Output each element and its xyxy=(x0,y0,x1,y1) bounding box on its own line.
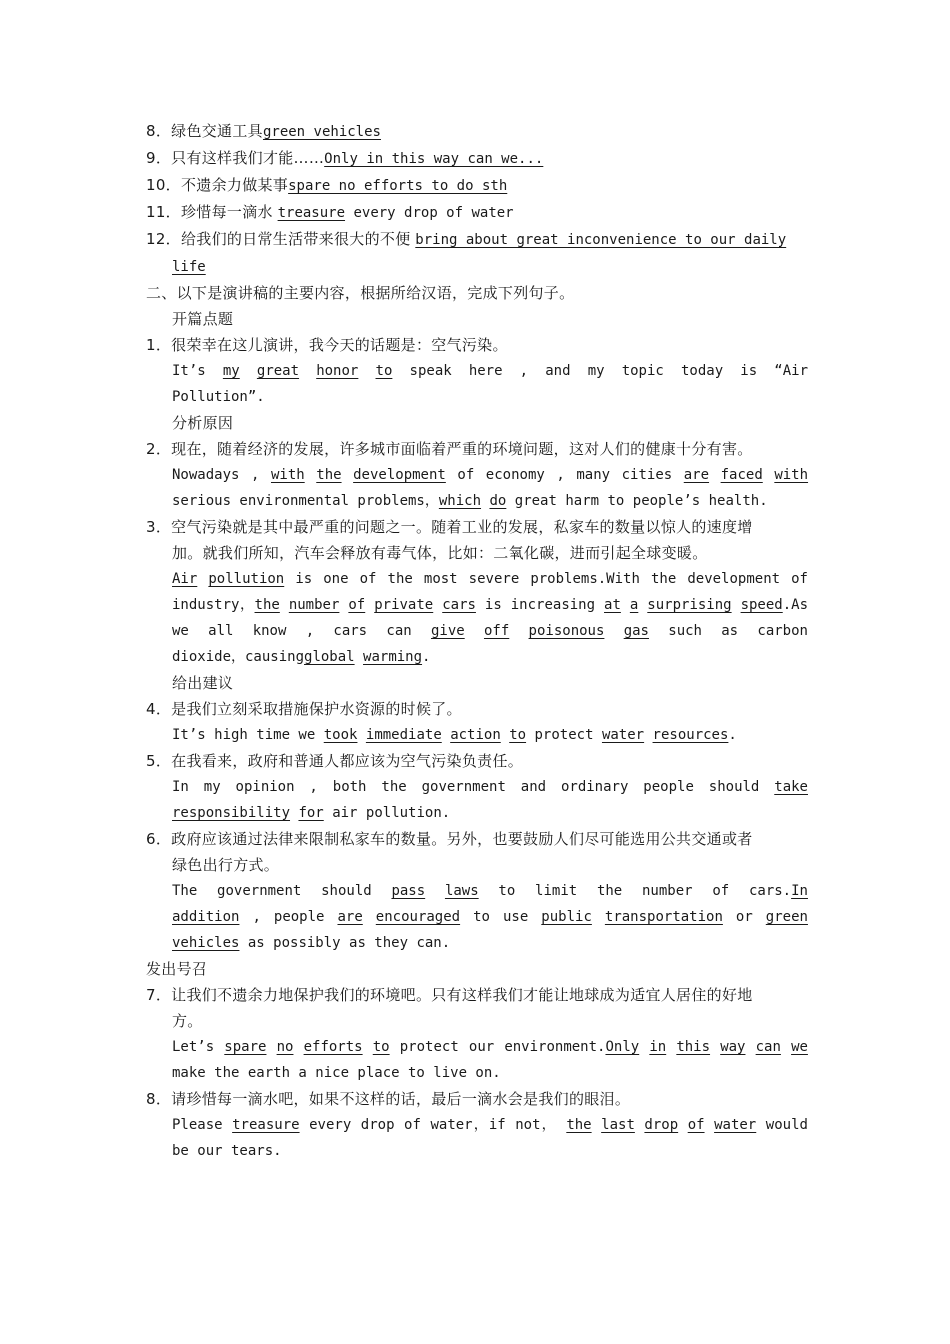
answer-word: efforts xyxy=(303,1039,363,1055)
english-text: or xyxy=(735,909,753,925)
sentence-8-en-line2 xyxy=(146,1138,808,1164)
english-text: serious environmental problems， xyxy=(172,493,439,509)
english-text: , people xyxy=(252,909,325,925)
answer-word: for xyxy=(298,805,324,821)
answer-word: the xyxy=(254,597,280,613)
english-text: of economy , many cities xyxy=(457,467,673,483)
answer-word: Air xyxy=(172,571,198,587)
english-text: Pollution”. xyxy=(172,389,265,405)
sentence-2-cn xyxy=(146,436,808,462)
english-text: to use xyxy=(473,909,529,925)
chinese-text: 政府应该通过法律来限制私家车的数量。另外，也要鼓励人们尽可能选用公共交通或者 xyxy=(171,830,753,848)
item-number: 4． xyxy=(146,700,172,718)
answer-word: do xyxy=(489,493,507,509)
answer-word: the xyxy=(566,1117,592,1133)
chinese-text: 让我们不遗余力地保护我们的环境吧。只有这样我们才能让地球成为适宜人居住的好地 xyxy=(171,986,753,1004)
sentence-6-cn-line2: 绿色出行方式。 xyxy=(172,856,280,874)
answer-word: water xyxy=(714,1117,757,1133)
chinese-text: 绿色交通工具 xyxy=(171,122,263,140)
sentence-3-cn-line1 xyxy=(146,514,808,540)
answer-word: gas xyxy=(623,623,649,639)
sentence-3-cn-line2: 加。就我们所知，汽车会释放有毒气体，比如：二氧化碳，进而引起全球变暖。 xyxy=(172,544,708,562)
subheading-advice: 给出建议 xyxy=(172,674,234,692)
answer-word: way xyxy=(720,1039,746,1055)
answer-word: the xyxy=(316,467,342,483)
item-number: 10． xyxy=(146,176,181,194)
english-answer: life xyxy=(172,259,206,275)
answer-word: drop xyxy=(644,1117,679,1133)
english-text: speak here , and my topic today is “Air xyxy=(409,363,808,379)
answer-word: to xyxy=(375,363,393,379)
answer-word: of xyxy=(687,1117,705,1133)
english-text: every drop of water，if not， xyxy=(309,1117,557,1133)
english-text: It’s high time we xyxy=(172,727,316,743)
answer-word: action xyxy=(450,727,501,743)
answer-word: at xyxy=(604,597,621,613)
sentence-8-en-line1 xyxy=(146,1112,808,1138)
english-text: protect xyxy=(534,727,594,743)
english-text: great harm to people’s health. xyxy=(514,493,768,509)
chinese-text: 不遗余力做某事 xyxy=(181,176,289,194)
answer-word: a xyxy=(629,597,639,613)
answer-word: immediate xyxy=(365,727,442,743)
answer-word: of xyxy=(348,597,366,613)
answer-word: resources xyxy=(652,727,729,743)
vocab-item-12-cont xyxy=(146,253,808,280)
chinese-text: 现在，随着经济的发展，许多城市面临着严重的环境问题，这对人们的健康十分有害。 xyxy=(171,440,753,458)
item-number: 3． xyxy=(146,518,172,536)
sentence-3-en-line3 xyxy=(146,618,808,644)
chinese-text: 请珍惜每一滴水吧，如果不这样的话，最后一滴水会是我们的眼泪。 xyxy=(171,1090,631,1108)
sentence-5-en-line1 xyxy=(146,774,808,800)
answer-word: In xyxy=(791,883,808,899)
english-text: industry， xyxy=(172,597,255,613)
vocab-item-11 xyxy=(146,199,808,226)
english-text: make the earth a nice place to live on. xyxy=(172,1065,501,1081)
chinese-text: 很荣幸在这儿演讲，我今天的话题是：空气污染。 xyxy=(171,336,508,354)
answer-word: this xyxy=(676,1039,711,1055)
answer-word: private xyxy=(374,597,434,613)
item-number: 7． xyxy=(146,986,172,1004)
english-text: . xyxy=(728,727,737,743)
answer-word: took xyxy=(323,727,358,743)
sentence-7-cn-line2: 方。 xyxy=(172,1012,203,1030)
answer-word: in xyxy=(649,1039,667,1055)
answer-word: transportation xyxy=(604,909,723,925)
item-number: 5． xyxy=(146,752,172,770)
chinese-text: 是我们立刻采取措施保护水资源的时候了。 xyxy=(171,700,462,718)
item-number: 2． xyxy=(146,440,172,458)
sentence-5-cn xyxy=(146,748,808,774)
english-answer: Only in this way can we... xyxy=(324,151,544,167)
answer-word: global xyxy=(304,649,355,665)
english-text: dioxide，causing xyxy=(172,649,305,665)
english-text: .As xyxy=(782,597,809,613)
english-text: as possibly as they can. xyxy=(247,935,451,951)
answer-word: are xyxy=(337,909,363,925)
sentence-2-en-line2 xyxy=(146,488,808,514)
english-text: protect our environment. xyxy=(399,1039,606,1055)
vocab-item-12 xyxy=(146,226,808,253)
english-text: Please xyxy=(172,1117,223,1133)
answer-word: off xyxy=(483,623,510,639)
english-answer: green vehicles xyxy=(262,124,381,140)
answer-word: number xyxy=(288,597,340,613)
chinese-text: 珍惜每一滴水 xyxy=(181,203,273,221)
sentence-8-cn xyxy=(146,1086,808,1112)
answer-word: pass xyxy=(391,883,426,899)
subheading-cause: 分析原因 xyxy=(172,414,234,432)
english-text: Nowadays , xyxy=(172,467,260,483)
subheading-open: 开篇点题 xyxy=(172,310,234,328)
english-text: be our tears. xyxy=(172,1143,282,1159)
sentence-6-cn-line1 xyxy=(146,826,808,852)
answer-word: to xyxy=(509,727,527,743)
answer-word: addition xyxy=(172,909,240,925)
item-number: 8． xyxy=(146,1090,172,1108)
sentence-1-en-line2 xyxy=(146,384,808,410)
english-answer: spare no efforts to do sth xyxy=(288,178,508,194)
answer-word: faced xyxy=(720,467,763,483)
answer-word: green xyxy=(765,909,808,925)
answer-word: which xyxy=(438,493,482,509)
answer-word: no xyxy=(276,1039,294,1055)
english-answer: bring about great inconvenience to our daily xyxy=(415,232,787,248)
item-number: 1． xyxy=(146,336,172,354)
sentence-1-en-line1 xyxy=(146,358,808,384)
answer-word: cars xyxy=(442,597,476,613)
english-text: Let’s xyxy=(172,1039,215,1055)
chinese-text: 在我看来，政府和普通人都应该为空气污染负责任。 xyxy=(171,752,524,770)
answer-word: laws xyxy=(444,883,479,899)
answer-word: surprising xyxy=(647,597,732,613)
sentence-3-en-line2 xyxy=(146,592,808,618)
answer-word: vehicles xyxy=(172,935,240,951)
answer-word: with xyxy=(270,467,305,483)
answer-word: development xyxy=(353,467,446,483)
vocab-item-8 xyxy=(146,118,808,145)
english-text: would xyxy=(765,1117,808,1133)
answer-word: give xyxy=(430,623,465,639)
chinese-text: 给我们的日常生活带来很大的不便 xyxy=(181,230,411,248)
english-text: air pollution. xyxy=(332,805,451,821)
answer-word: honor xyxy=(316,363,359,379)
section-heading: 二、以下是演讲稿的主要内容，根据所给汉语，完成下列句子。 xyxy=(146,284,575,302)
answer-word: speed xyxy=(740,597,783,613)
sentence-4-cn xyxy=(146,696,808,722)
answer-word: to xyxy=(372,1039,390,1055)
item-number: 11． xyxy=(146,203,181,221)
item-number: 6． xyxy=(146,830,172,848)
vocab-item-9 xyxy=(146,145,808,172)
answer-word: my xyxy=(222,363,240,379)
answer-word: treasure xyxy=(232,1117,300,1133)
item-number: 8． xyxy=(146,122,172,140)
subheading-call: 发出号召 xyxy=(146,960,208,978)
answer-word: we xyxy=(791,1039,808,1055)
answer-word: poisonous xyxy=(528,623,605,639)
english-text: such as carbon xyxy=(668,623,808,639)
answer-word: take xyxy=(774,779,808,795)
english-text: is increasing xyxy=(484,597,596,613)
english-text: It’s xyxy=(172,363,206,379)
english-text: In my opinion , both the government and ordinary people should xyxy=(172,779,760,795)
sentence-4-en xyxy=(146,722,808,748)
answer-word: public xyxy=(541,909,592,925)
answer-word: warming xyxy=(363,649,423,665)
answer-word: with xyxy=(774,467,809,483)
answer-word: great xyxy=(256,363,300,379)
sentence-6-en-line3 xyxy=(146,930,808,956)
answer-word: encouraged xyxy=(375,909,461,925)
answer-word: are xyxy=(683,467,710,483)
english-text: to limit the number of cars. xyxy=(498,883,792,899)
sentence-6-en-line2 xyxy=(146,904,808,930)
sentence-7-cn-line1 xyxy=(146,982,808,1008)
item-number: 9． xyxy=(146,149,172,167)
english-text: . xyxy=(422,649,431,665)
answer-word: Only xyxy=(605,1039,640,1055)
sentence-3-en-line4 xyxy=(146,644,808,670)
worksheet-page xyxy=(146,118,808,1164)
vocab-item-10 xyxy=(146,172,808,199)
chinese-text: 空气污染就是其中最严重的问题之一。随着工业的发展，私家车的数量以惊人的速度增 xyxy=(171,518,753,536)
chinese-text: 只有这样我们才能…… xyxy=(171,149,325,167)
answer-word: last xyxy=(601,1117,635,1133)
english-answer: treasure xyxy=(277,205,346,221)
sentence-7-en-line2 xyxy=(146,1060,808,1086)
english-text: is one of the most severe problems.With the development of xyxy=(295,571,808,587)
english-text: we all know , cars can xyxy=(172,623,412,639)
english-text: every drop of water xyxy=(345,205,514,221)
english-text: The government should xyxy=(172,883,372,899)
answer-word: spare xyxy=(224,1039,267,1055)
answer-word: water xyxy=(601,727,645,743)
sentence-1-cn xyxy=(146,332,808,358)
sentence-3-en-line1 xyxy=(146,566,808,592)
sentence-2-en-line1 xyxy=(146,462,808,488)
answer-word: responsibility xyxy=(172,805,291,821)
sentence-7-en-line1 xyxy=(146,1034,808,1060)
sentence-5-en-line2 xyxy=(146,800,808,826)
answer-word: pollution xyxy=(208,571,285,587)
sentence-6-en-line1 xyxy=(146,878,808,904)
item-number: 12． xyxy=(146,230,181,248)
answer-word: can xyxy=(755,1039,781,1055)
